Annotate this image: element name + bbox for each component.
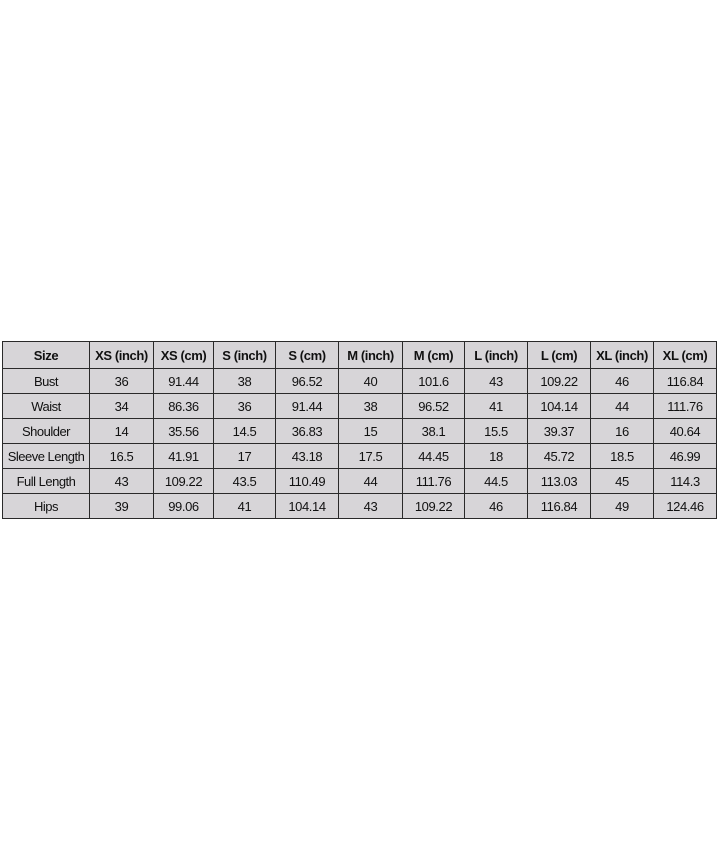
- table-cell: 41: [214, 494, 276, 519]
- table-cell: 110.49: [276, 469, 339, 494]
- table-cell: 41: [465, 394, 528, 419]
- table-cell: 16: [591, 419, 654, 444]
- table-cell: 17: [214, 444, 276, 469]
- row-label: Waist: [3, 394, 90, 419]
- header-cell-l-cm: L (cm): [528, 342, 591, 369]
- table-cell: 15: [339, 419, 403, 444]
- table-cell: 45.72: [528, 444, 591, 469]
- table-cell: 16.5: [90, 444, 154, 469]
- table-cell: 34: [90, 394, 154, 419]
- header-cell-xs-inch: XS (inch): [90, 342, 154, 369]
- header-cell-m-cm: M (cm): [403, 342, 465, 369]
- table-cell: 17.5: [339, 444, 403, 469]
- table-cell: 116.84: [528, 494, 591, 519]
- table-cell: 36: [214, 394, 276, 419]
- row-label: Sleeve Length: [3, 444, 90, 469]
- table-cell: 44.45: [403, 444, 465, 469]
- table-cell: 124.46: [654, 494, 717, 519]
- table-cell: 99.06: [154, 494, 214, 519]
- table-cell: 96.52: [276, 369, 339, 394]
- table-cell: 109.22: [154, 469, 214, 494]
- table-cell: 43: [90, 469, 154, 494]
- table-cell: 35.56: [154, 419, 214, 444]
- table-cell: 111.76: [654, 394, 717, 419]
- table-cell: 14.5: [214, 419, 276, 444]
- table-cell: 44.5: [465, 469, 528, 494]
- table-cell: 38: [339, 394, 403, 419]
- header-cell-l-inch: L (inch): [465, 342, 528, 369]
- table-cell: 111.76: [403, 469, 465, 494]
- table-cell: 104.14: [276, 494, 339, 519]
- table-cell: 15.5: [465, 419, 528, 444]
- header-cell-size: Size: [3, 342, 90, 369]
- size-chart-table: [2, 341, 717, 519]
- table-cell: 14: [90, 419, 154, 444]
- table-cell: 109.22: [403, 494, 465, 519]
- table-cell: 39: [90, 494, 154, 519]
- table-cell: 43.5: [214, 469, 276, 494]
- row-label: Full Length: [3, 469, 90, 494]
- table-cell: 36.83: [276, 419, 339, 444]
- table-cell: 109.22: [528, 369, 591, 394]
- table-row-full-length: [3, 469, 717, 494]
- header-cell-s-inch: S (inch): [214, 342, 276, 369]
- table-cell: 96.52: [403, 394, 465, 419]
- table-cell: 46: [591, 369, 654, 394]
- table-cell: 101.6: [403, 369, 465, 394]
- table-cell: 46.99: [654, 444, 717, 469]
- table-cell: 38.1: [403, 419, 465, 444]
- table-cell: 18: [465, 444, 528, 469]
- table-cell: 36: [90, 369, 154, 394]
- table-cell: 41.91: [154, 444, 214, 469]
- header-cell-xl-cm: XL (cm): [654, 342, 717, 369]
- table-cell: 44: [339, 469, 403, 494]
- table-cell: 44: [591, 394, 654, 419]
- table-cell: 43: [465, 369, 528, 394]
- table-cell: 91.44: [276, 394, 339, 419]
- header-row: [3, 342, 717, 369]
- row-label: Shoulder: [3, 419, 90, 444]
- row-label: Hips: [3, 494, 90, 519]
- table-cell: 40.64: [654, 419, 717, 444]
- table-cell: 39.37: [528, 419, 591, 444]
- table-cell: 40: [339, 369, 403, 394]
- table-cell: 46: [465, 494, 528, 519]
- table-row-sleeve-length: [3, 444, 717, 469]
- table-cell: 18.5: [591, 444, 654, 469]
- header-cell-xs-cm: XS (cm): [154, 342, 214, 369]
- table-cell: 49: [591, 494, 654, 519]
- table-cell: 45: [591, 469, 654, 494]
- header-cell-s-cm: S (cm): [276, 342, 339, 369]
- header-cell-m-inch: M (inch): [339, 342, 403, 369]
- table-cell: 43: [339, 494, 403, 519]
- header-cell-xl-inch: XL (inch): [591, 342, 654, 369]
- table-cell: 38: [214, 369, 276, 394]
- table-cell: 43.18: [276, 444, 339, 469]
- table-row-bust: [3, 369, 717, 394]
- table-cell: 91.44: [154, 369, 214, 394]
- table-row-shoulder: [3, 419, 717, 444]
- table-cell: 86.36: [154, 394, 214, 419]
- table-cell: 104.14: [528, 394, 591, 419]
- table-row-hips: [3, 494, 717, 519]
- table-cell: 114.3: [654, 469, 717, 494]
- table-cell: 116.84: [654, 369, 717, 394]
- table-cell: 113.03: [528, 469, 591, 494]
- row-label: Bust: [3, 369, 90, 394]
- table-row-waist: [3, 394, 717, 419]
